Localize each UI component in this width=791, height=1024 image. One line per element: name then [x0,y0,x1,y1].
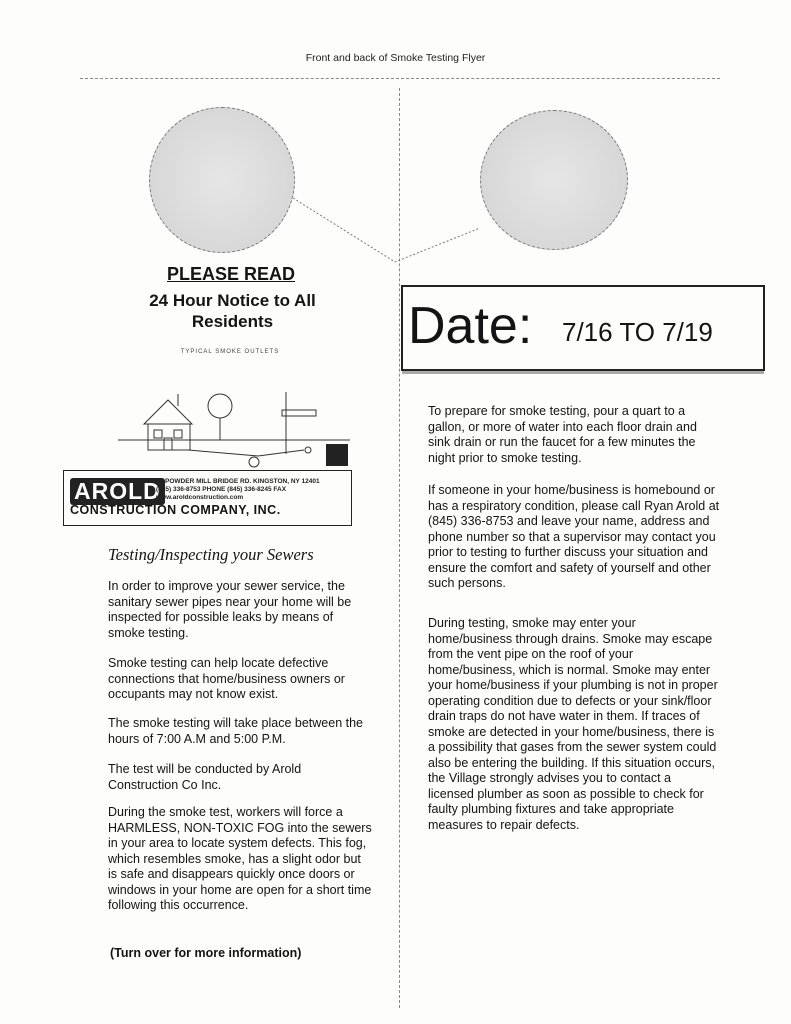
company-phone: (845) 336-8753 PHONE (845) 336-8245 FAX [156,486,287,493]
section-title: Testing/Inspecting your Sewers [108,545,314,564]
left-paragraph-3: The smoke testing will take place between the hours of 7:00 A.M and 5:00 P.M. [108,716,363,746]
please-read-heading: PLEASE READ [166,264,296,284]
left-paragraph-4: The test will be conducted by Arold Construction Co Inc. [108,762,302,792]
company-contact [156,478,346,502]
right-paragraph-1: To prepare for smoke testing, pour a quart to a gallon, or more of water into each floor drain and sink drain or run the faucet for a few minutes the night prior to smoke testing. [428,404,697,465]
notice-heading: 24 Hour Notice to All Residents [149,291,316,331]
left-paragraph-2: Smoke testing can help locate defective connections that home/business owners or occupants may not know exist. [108,656,345,701]
right-paragraph-3: During testing, smoke may enter your home/business through drains. Smoke may escape from the vent pipe on the roof of your home/business, which is normal. Smoke may enter your home/business if your plumbing is not in proper operating condition due to defects or your sink/floor drain traps do not have water in them. If traces of smoke are detected in your home/business, there is a possibility that gases from the sewer system could also be entering the building. If this situation occurs, the Village strongly advises you to contact a licensed plumber as soon as possible to check for faulty plumbing fixtures and take appropriate measures to repair defects. [428,616,718,832]
diagram-caption: TYPICAL SMOKE OUTLETS [180,349,280,355]
turn-over-note: (Turn over for more information) [110,946,302,960]
company-logo: AROLD [70,478,165,505]
horizontal-cut-line [80,78,720,79]
date-label: Date: [408,297,533,355]
smoke-outlet-diagram [118,384,350,474]
right-paragraph-2: If someone in your home/business is homebound or has a respiratory condition, please call Ryan Arold at (845) 336-8753 and leave your name, address and phone number so that a supervisor may contact you prior to testing to further discuss your situation and ensure the comfort and safety of yourself and other such persons. [428,483,720,590]
left-paragraph-5: During the smoke test, workers will force a HARMLESS, NON-TOXIC FOG into the sewers in your area to locate system defects. This fog, which resembles smoke, has a slight odor but is safe and disappears quickly once doors or windows in your home are open for a short time following this occurrence. [108,805,372,912]
company-address: 51 POWDER MILL BRIDGE RD. KINGSTON, NY 12401 [156,478,320,485]
company-name: CONSTRUCTION COMPANY, INC. [70,503,281,517]
date-value: 7/16 TO 7/19 [562,317,713,347]
hanger-slit-lines [280,190,510,270]
left-paragraph-1: In order to improve your sewer service, the sanitary sewer pipes near your home will be inspected for possible leaks by means of smoke testing. [108,579,352,640]
company-website: www.aroldconstruction.com [156,494,244,501]
door-hanger-hole-left [149,107,295,253]
page-header-title: Front and back of Smoke Testing Flyer [305,52,486,64]
